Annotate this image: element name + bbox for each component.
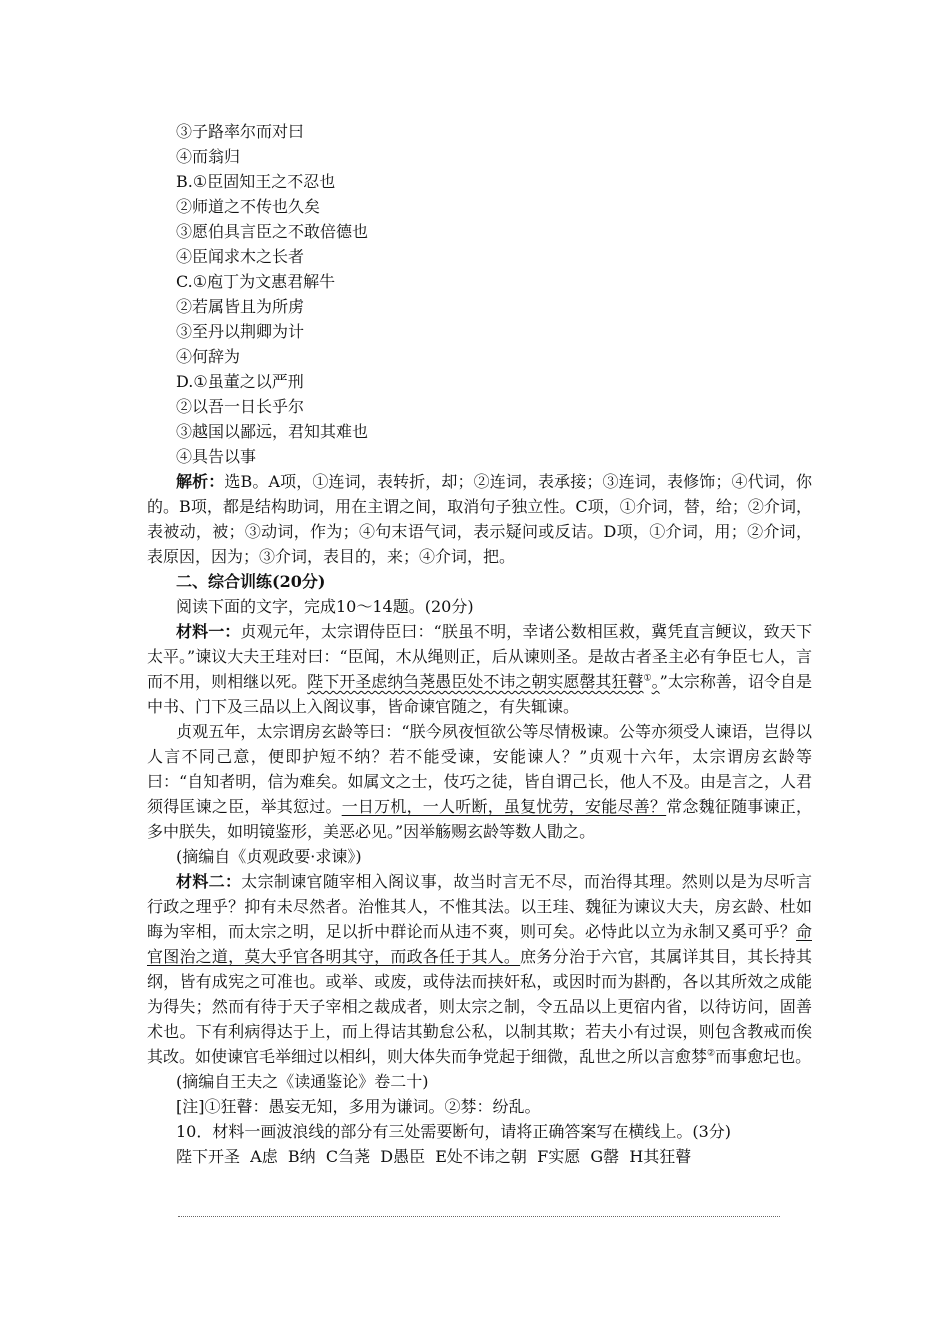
option-b-item-4: ④臣闻求木之长者 bbox=[176, 247, 305, 266]
analysis-paragraph bbox=[147, 469, 812, 569]
option-d-item-2: ②以吾一日长乎尔 bbox=[176, 397, 305, 416]
material-1-p2-text-a: 贞观五年，太宗谓房玄龄等曰：“朕今夙夜恒欲公等尽情极谏。公等亦须受人谏语，岂得以人言不同己意，便即护短不纳？若不能受谏，安能谏人？”贞观十六年，太宗谓房玄龄等曰：“自知者明，信为难矣。如属文之士，伎巧之徒，皆自谓己长，他人不及。由是言之，人君须得匡谏之臣，举其愆过。 bbox=[147, 722, 812, 816]
option-c-item-2: ②若属皆且为所虏 bbox=[176, 297, 305, 316]
wavy-underlined-period: 。 bbox=[651, 672, 660, 691]
material-1-paragraph-1 bbox=[147, 619, 812, 719]
material-1-source: (摘编自《贞观政要·求谏》) bbox=[176, 847, 362, 866]
option-a-item-3: ③子路率尔而对曰 bbox=[176, 122, 305, 141]
question-10-text: 10．材料一画波浪线的部分有三处需要断句，请将正确答案写在横线上。(3分) bbox=[176, 1122, 732, 1141]
option-b-item-1: B.①臣固知王之不忍也 bbox=[176, 172, 336, 191]
option-d-item-1: D.①虽董之以严刑 bbox=[176, 372, 304, 391]
option-c-item-4: ④何辞为 bbox=[176, 347, 241, 366]
option-b-item-2: ②师道之不传也久矣 bbox=[176, 197, 321, 216]
analysis-text: 选B。A项，①连词，表转折，却；②连词，表承接；③连词，表修饰；④代词，你的。B项，都是结构助词，用在主谓之间，取消句子独立性。C项，①介词，替，给；②介词，表被动，被；③动词，作为；④句末语气词，表示疑问或反诘。D项，①介词，用；②介词，表原因，因为；③介词，表目的，来；④介词，把。 bbox=[147, 472, 812, 566]
underlined-sentence-1: 一日万机，一人听断，虽复忧劳，安能尽善？ bbox=[341, 797, 667, 816]
option-b-item-3: ③愿伯具言臣之不敢倍德也 bbox=[176, 222, 369, 241]
footnote-marker-1: ① bbox=[643, 673, 652, 684]
section-title: 二、综合训练(20分) bbox=[176, 572, 326, 591]
material-2-label: 材料二： bbox=[176, 872, 242, 891]
option-c-item-1: C.①庖丁为文惠君解牛 bbox=[176, 272, 336, 291]
notes-label: [注] bbox=[176, 1097, 205, 1116]
wavy-underlined-passage: 陛下开圣虑纳刍荛愚臣处不讳之朝实愿罄其狂瞽 bbox=[307, 672, 644, 691]
answer-line-divider bbox=[178, 1216, 780, 1217]
material-2-text-a: 太宗制谏官随宰相入阁议事，故当时言无不尽，而治得其理。然则以是为尽听言行政之理乎？抑有未尽然者。治惟其人，不惟其法。以王珪、魏征为谏议大夫，房玄龄、杜如晦为宰相，而太宗之明，足以折中群论而从违不爽，则可矣。必恃此以立为永制又奚可乎？ bbox=[147, 872, 812, 941]
section-instruction: 阅读下面的文字，完成10～14题。(20分) bbox=[176, 597, 474, 616]
material-2-paragraph bbox=[147, 869, 812, 1069]
document-content bbox=[147, 119, 812, 1169]
material-1-text-b: ”太宗称善，诏令自是中书、门下及三品以上入阁议事，皆命谏官随之，有失辄谏。 bbox=[147, 672, 812, 716]
question-10-options: 陛下开圣 A虑 B纳 C刍荛 D愚臣 E处不讳之朝 F实愿 G罄 H其狂瞽 bbox=[176, 1147, 692, 1166]
footnote-marker-2: ② bbox=[707, 1048, 716, 1059]
underlined-sentence-2: 命官图治之道，莫大乎官各明其守，而政各任于其人。 bbox=[147, 922, 812, 966]
option-c-item-3: ③至丹以荆卿为计 bbox=[176, 322, 305, 341]
material-1-paragraph-2 bbox=[147, 719, 812, 844]
material-1-p2-text-b: 常念魏征随事谏正，多中朕失，如明镜鉴形，美恶必见。”因举觞赐玄龄等数人勖之。 bbox=[147, 797, 812, 841]
option-a-item-4: ④而翁归 bbox=[176, 147, 241, 166]
material-2-source: (摘编自王夫之《读通鉴论》卷二十) bbox=[176, 1072, 429, 1091]
option-d-item-3: ③越国以鄙远，君知其难也 bbox=[176, 422, 369, 441]
analysis-label: 解析： bbox=[176, 472, 225, 491]
notes-text: ①狂瞽：愚妄无知，多用为谦词。②棼：纷乱。 bbox=[204, 1097, 541, 1116]
material-2-text-b: 庶务分治于六官，其属详其目，其长持其纲，皆有成宪之可准也。或举、或废，或侍法而挟奸私，或因时而为斟酌，各以其所效之成能为得失；然而有待于天子宰相之裁成者，则太宗之制，令五品以上更宿内省，以待访问，固善术也。下有利病得达于上，而上得诘其勤怠公私，以制其欺；若夫小有过误，则包含教戒而俟其改。如使谏官毛举细过以相纠，则大体失而争党起于细微，乱世之所以言愈棼 bbox=[147, 947, 812, 1066]
material-1-label: 材料一： bbox=[176, 622, 241, 641]
option-d-item-4: ④具告以事 bbox=[176, 447, 257, 466]
material-2-text-c: 而事愈圮也。 bbox=[715, 1047, 812, 1066]
material-1-text-a: 贞观元年，太宗谓侍臣曰：“朕虽不明，幸诸公数相匡救，冀凭直言鲠议，致天下太平。”谏议大夫王珪对曰：“臣闻，木从绳则正，后从谏则圣。是故古者圣主必有争臣七人，言而不用，则相继以死。 bbox=[147, 622, 812, 691]
notes-line bbox=[147, 1094, 812, 1119]
